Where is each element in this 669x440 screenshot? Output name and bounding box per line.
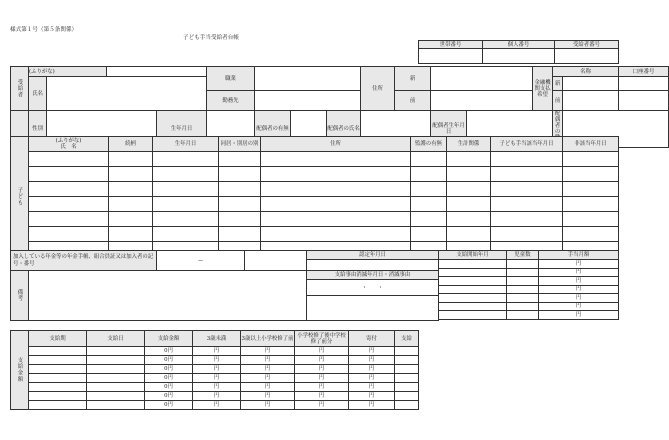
- child-relation-header: 続柄: [109, 137, 153, 152]
- bank-old-account[interactable]: [619, 91, 669, 111]
- child-name-header: (ふりがな) 氏 名: [29, 137, 109, 152]
- pension-label: 加入している年金等の年金手帳、組合員証又は加入者の記号・番号: [11, 251, 157, 271]
- child-cohabit-header: 同居・別居の別: [219, 137, 261, 152]
- monthly-amount-cell[interactable]: 円: [539, 277, 619, 286]
- page-title: 子ども手当受給者台帳: [183, 35, 239, 41]
- table-row: [11, 227, 619, 242]
- spouse-presence-label: 配偶者の有無: [255, 111, 291, 148]
- account-number-header: 口座番号: [619, 67, 669, 77]
- remarks-value[interactable]: [29, 271, 307, 321]
- start-month-header: 支給開始年月: [439, 251, 507, 260]
- middle-school-header: 小学校修了後中学校修了前分: [295, 331, 349, 347]
- payment-period-header: 支給期: [29, 331, 87, 347]
- reason-date-value[interactable]: ・ ・: [307, 280, 439, 296]
- bank-new-account[interactable]: [619, 77, 669, 91]
- table-row: [439, 268, 619, 277]
- table-row: [11, 212, 619, 227]
- payment-table: [10, 330, 419, 410]
- child-count-header: 児童数: [507, 251, 539, 260]
- table-row: [11, 197, 619, 212]
- gender-label: 性別: [29, 111, 47, 148]
- personal-number-value[interactable]: [483, 49, 555, 64]
- child-livelihood-header: 生計関係: [447, 137, 491, 152]
- child-eligible-header: 子ども手当該当年月日: [491, 137, 563, 152]
- bank-old-name[interactable]: [563, 91, 619, 111]
- reason-header: 支給事由消滅年月日・消滅事由: [307, 271, 439, 280]
- table-row: [11, 167, 619, 182]
- table-row: [439, 260, 619, 269]
- payment-date-header: 支給日: [87, 331, 145, 347]
- reason-text-value[interactable]: [307, 296, 439, 321]
- table-row: [439, 302, 619, 311]
- table-row: [439, 294, 619, 303]
- occupation-label: 職業: [207, 67, 255, 91]
- payment-amount-header: 支給金額: [145, 331, 193, 347]
- table-row: [439, 277, 619, 286]
- table-row: [439, 285, 619, 294]
- recipient-section-label: 受給者: [11, 67, 29, 111]
- table-row: 0円 円 円 円 円: [11, 365, 419, 374]
- workplace-value[interactable]: [255, 91, 361, 111]
- spouse-birth-label: 配偶者生年月日: [431, 111, 467, 148]
- under3-header: 3歳未満: [193, 331, 241, 347]
- monthly-amount-cell[interactable]: 円: [539, 285, 619, 294]
- id-table: [418, 40, 619, 64]
- address-old-value[interactable]: [431, 91, 533, 111]
- bank-old-label: 前: [553, 91, 563, 111]
- bank-name-header: 名称: [553, 67, 619, 77]
- child-ineligible-header: 非該当年月日: [563, 137, 619, 152]
- table-row: 0円 円 円 円 円: [11, 347, 419, 356]
- child-birth-header: 生年月日: [153, 137, 219, 152]
- recipient-furigana-value[interactable]: [107, 67, 207, 77]
- child-address-header: 住所: [261, 137, 411, 152]
- pension-value[interactable]: [245, 251, 307, 271]
- remarks-label: 備考: [11, 271, 29, 321]
- payment-section-label: 支給金額: [11, 331, 29, 410]
- address-new-value[interactable]: [431, 67, 533, 91]
- table-row: 0円 円 円 円 円: [11, 401, 419, 410]
- child-custody-header: 監護の有無: [411, 137, 447, 152]
- table-row: 0円 円 円 円 円: [11, 374, 419, 383]
- household-number-header: 世帯番号: [419, 41, 483, 49]
- donation-header: 寄付: [349, 331, 395, 347]
- recipient-number-value[interactable]: [555, 49, 619, 64]
- address-old-label: 前: [395, 91, 431, 111]
- children-table: [10, 136, 619, 257]
- table-row: [439, 311, 619, 320]
- form-number: 様式第１号（第５条関係）: [10, 27, 78, 33]
- monthly-amount-cell[interactable]: 円: [539, 294, 619, 303]
- spouse-name-label: 配偶者の氏名: [327, 111, 361, 148]
- over3-header: 3歳以上小学校修了前: [241, 331, 295, 347]
- table-row: [11, 182, 619, 197]
- monthly-amount-cell[interactable]: 円: [539, 268, 619, 277]
- paid-header: 支給: [395, 331, 419, 347]
- certified-date-value[interactable]: [307, 260, 439, 271]
- bank-request-label: 金融機関支払希望: [533, 67, 553, 111]
- household-number-value[interactable]: [419, 49, 483, 64]
- workplace-label: 勤務先: [207, 91, 255, 111]
- table-row: 0円 円 円 円 円: [11, 392, 419, 401]
- name-value[interactable]: [47, 77, 207, 111]
- monthly-amount-cell[interactable]: 円: [539, 260, 619, 269]
- monthly-amount-header: 手当月額: [539, 251, 619, 260]
- occupation-value[interactable]: [255, 67, 361, 91]
- name-label: 氏名: [29, 77, 47, 111]
- monthly-amount-cell[interactable]: 円: [539, 311, 619, 320]
- table-row: [11, 152, 619, 167]
- recipient-number-header: 受給者番号: [555, 41, 619, 49]
- bank-new-label: 新: [553, 77, 563, 91]
- address-new-label: 新: [395, 67, 431, 91]
- table-row: 0円 円 円 円 円: [11, 383, 419, 392]
- bank-new-name[interactable]: [563, 77, 619, 91]
- certified-date-header: 認定年月日: [307, 251, 439, 260]
- children-section-label: 子ども: [11, 137, 29, 257]
- birth-label: 生年月日: [157, 111, 207, 148]
- monthly-amount-cell[interactable]: 円: [539, 302, 619, 311]
- pension-dash: —: [157, 251, 245, 271]
- recipient-furigana-label: (ふりがな): [29, 67, 107, 77]
- spouse-job-label: 配偶者の: [553, 111, 563, 148]
- monthly-table: [438, 250, 619, 320]
- personal-number-header: 個人番号: [483, 41, 555, 49]
- pension-remarks-table: [10, 250, 439, 321]
- address-label: 住所: [361, 67, 395, 111]
- table-row: 0円 円 円 円 円: [11, 356, 419, 365]
